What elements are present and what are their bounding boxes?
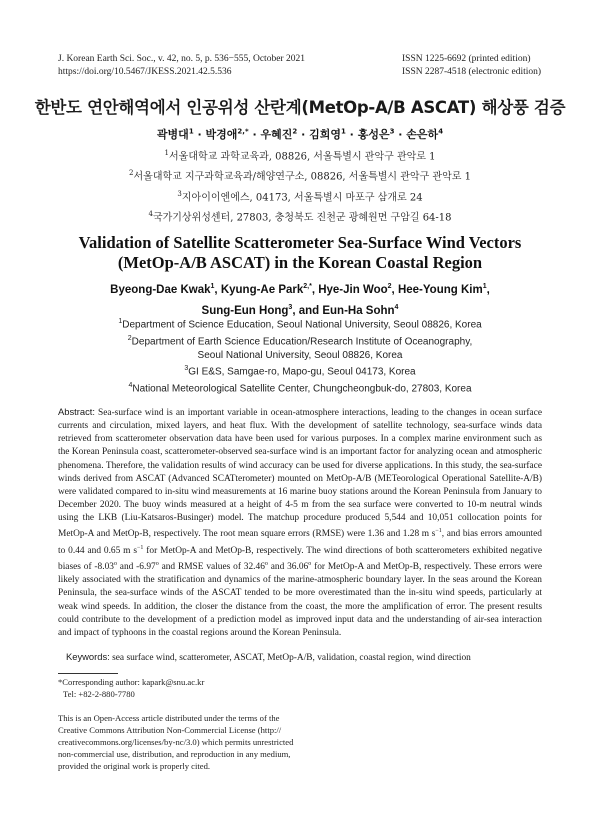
korean-title: 한반도 연안해역에서 인공위성 산란계(MetOp-A/B ASCAT) 해상풍 검증 [34, 98, 566, 117]
english-title-line-2: (MetOp-A/B ASCAT) in the Korean Coastal Region [117, 253, 483, 272]
aff-sup: 3 [184, 365, 189, 373]
author-en: Hye-Jin Woo [318, 283, 388, 296]
abstract-sup: o [264, 560, 268, 567]
author-en-sep: , [486, 283, 490, 296]
author-en: Hee-Young Kim [397, 283, 483, 296]
author-en: Eun-Ha Sohn [322, 304, 395, 317]
korean-affiliations [0, 145, 600, 226]
journal-citation: J. Korean Earth Sci. Soc., v. 42, no. 5, p. 536−555, October 2021 [58, 54, 305, 64]
author-en: Byeong-Dae Kwak [110, 283, 211, 296]
affiliation-ko-2 [0, 165, 600, 185]
aff-sup: 2 [127, 334, 132, 342]
author-en-sep: , and [292, 304, 323, 317]
license-line: creativecommons.org/licenses/by-nc/3.0) which permits unrestricted [58, 737, 294, 748]
author-ko-sup: 2 [292, 127, 298, 136]
author-sep: · [297, 128, 310, 141]
aff-text: Department of Earth Science Education/Research Institute of Oceanography, [131, 336, 473, 348]
author-en: Kyung-Ae Park [220, 283, 304, 296]
abstract-text: for MetOp-A and MetOp-B, respectively. These errors were likely associated with the stratification and dynamics of the marine-atmospheric boundary layer. In the seas around the Korean Peninsula, the sea-surface winds of the ASCAT tended to be more overestimated than the in-situ wind speeds, particularly at weak wind speeds. In addition, the closer the distance from the coast, the more the amplification of error. The present results could contribute to the development of a prediction model as improved input data and the understanding of air-sea interaction and impact of typhoons in the coastal regions around the Korean Peninsula. [58, 562, 542, 638]
abstract-text: for MetOp-A and MetOp-B, respectively. The wind directions of both scatterometers exhibited negative biases of -8.03 [58, 545, 542, 573]
abstract-text: and RMSE values of 32.46 [158, 562, 265, 573]
aff-sup: 1 [164, 149, 169, 157]
author-en-sup: 2 [387, 283, 392, 290]
affiliation-en-1 [0, 315, 600, 332]
license-line: Creative Commons Attribution Non-Commercial License (http:// [58, 725, 282, 736]
aff-sup: 1 [118, 318, 123, 325]
english-title-line-1: Validation of Satellite Scatterometer Sea-Surface Wind Vectors [78, 233, 522, 252]
author-en-sup: 1 [210, 283, 215, 290]
author-en-sep: , [311, 283, 319, 296]
issn-electronic: ISSN 2287-4518 (electronic edition) [402, 67, 542, 77]
author-ko-sup: 1 [340, 127, 346, 136]
license-line: provided the original work is properly cited. [58, 761, 211, 772]
keywords-text: sea surface wind, scatterometer, ASCAT, MetOp-A/B, validation, coastal region, wind direction [109, 653, 471, 663]
author-ko: 손은하 [406, 128, 439, 141]
doi-link[interactable]: https://doi.org/10.5467/JKESS.2021.42.5.536 [58, 67, 232, 77]
journal-header [58, 53, 305, 79]
affiliation-ko-4 [0, 206, 600, 226]
author-en-sup: 3 [288, 303, 293, 311]
author-en: Sung-Eun Hong [201, 304, 289, 317]
author-sep: · [345, 128, 358, 141]
author-ko: 곽병대 [156, 128, 189, 141]
author-sep: · [248, 128, 261, 141]
english-authors [0, 278, 600, 320]
license-notice [58, 712, 308, 772]
aff-sup: 4 [148, 209, 153, 218]
issn-block [402, 53, 541, 79]
abstract-sup: o [113, 560, 117, 567]
aff-sup: 2 [129, 169, 134, 178]
aff-text: 서울대학교 과학교육과, 08826, 서울특별시 관악구 관악로 1 [169, 151, 436, 163]
issn-print: ISSN 1225-6692 (printed edition) [402, 54, 531, 64]
aff-text: Department of Science Education, Seoul National University, Seoul 08826, Korea [122, 319, 482, 331]
aff-sup: 4 [128, 382, 133, 390]
corresponding-email: *Corresponding author: kapark@snu.ac.kr [58, 677, 205, 687]
author-ko-sup: 3 [389, 127, 395, 136]
aff-text: 서울대학교 지구과학교육과/해양연구소, 08826, 서울특별시 관악구 관악로 1 [133, 171, 471, 183]
author-ko-sup: 4 [438, 127, 444, 136]
aff-text: 지아이이엔에스, 04173, 서울특별시 마포구 삼개로 24 [181, 191, 423, 203]
author-en-sup: 2,* [303, 283, 312, 290]
english-title [0, 233, 600, 273]
english-affiliations [0, 315, 600, 396]
abstract-sup: −1 [137, 544, 144, 551]
author-en-sup: 4 [394, 303, 399, 311]
affiliation-ko-3 [0, 186, 600, 206]
author-ko: 홍성은 [357, 128, 390, 141]
affiliation-ko-1 [0, 145, 600, 165]
corresponding-author [58, 676, 204, 700]
keywords-label: Keywords: [66, 651, 110, 662]
abstract-text: and -6.97 [116, 562, 156, 573]
abstract-sup: o [155, 560, 159, 567]
aff-text: National Meteorological Satellite Center, Chungcheongbuk-do, 27803, Korea [132, 383, 472, 395]
corresponding-tel: Tel: +82-2-880-7780 [63, 689, 135, 699]
affiliation-en-4 [0, 379, 600, 396]
aff-text: 국가기상위성센터, 27803, 충청북도 진천군 광혜원면 구암길 64-18 [152, 212, 452, 224]
author-ko: 우혜진 [260, 128, 293, 141]
author-ko-sup: 1 [188, 127, 194, 136]
author-en-sup: 1 [482, 283, 487, 290]
abstract-label: Abstract: [58, 406, 95, 417]
affiliation-en-2 [0, 332, 600, 349]
license-line: non-commercial use, distribution, and reproduction in any medium, [58, 749, 291, 760]
aff-sup: 3 [177, 189, 182, 198]
abstract-text: and 36.06 [267, 562, 309, 573]
abstract-sup: −1 [435, 528, 442, 535]
abstract-text: Sea-surface wind is an important variable in ocean-atmosphere interactions, leading to the changes in ocean surface currents and circulation, mixed layers, and heat flux. With the development of satellite technology, sea-surface winds data retrieved from scatterometer observation data have been used for various purposes. In a complex marine environment such as the Korean Peninsula coast, scatterometer-observed sea-surface wind is an important factor for analyzing ocean and atmospheric phenomena. Therefore, the validation results of wind accuracy can be used for diverse applications. In this study, the sea-surface winds derived from ASCAT (Advanced SCATterometer) mounted on MetOp-A/B (METeorological Operational Satellite-A/B) were validated compared to in-situ wind measurements at 16 marine buoy stations around the Korean Peninsula from January to December 2020. The buoy winds measured at a height of 4-5 m from the sea surface were converted to 10-m neutral winds using the LKB (Liu-Katsaros-Businger) model. The matchup procedure produced 5,544 and 10,051 collocation points for MetOp-A and MetOp-B, respectively. The root mean square errors (RMSE) were 1.36 and 1.28 m s [58, 408, 542, 540]
korean-authors [0, 126, 600, 142]
aff-text: Seoul National University, Seoul 08826, Korea [197, 349, 403, 361]
author-ko: 김희영 [309, 128, 341, 141]
aff-text: GI E&S, Samgae-ro, Mapo-gu, Seoul 04173, Korea [188, 366, 416, 378]
abstract-sup: o [308, 560, 312, 567]
license-line: This is an Open-Access article distributed under the terms of the [58, 713, 280, 723]
author-sep: · [193, 128, 206, 141]
keywords [66, 650, 542, 665]
author-ko-sup: 2,* [237, 127, 249, 136]
affiliation-en-2-cont [0, 349, 600, 363]
author-ko: 박경애 [205, 128, 238, 141]
author-en-sep: , [391, 283, 398, 296]
abstract-text: , and bias errors amounted to 0.44 and 0.65 m s [58, 529, 542, 556]
footnote-divider [58, 673, 118, 674]
author-sep: · [394, 128, 407, 141]
affiliation-en-3 [0, 362, 600, 379]
author-en-sep: , [214, 283, 221, 296]
abstract [58, 405, 542, 640]
english-authors-line-1 [0, 278, 600, 299]
